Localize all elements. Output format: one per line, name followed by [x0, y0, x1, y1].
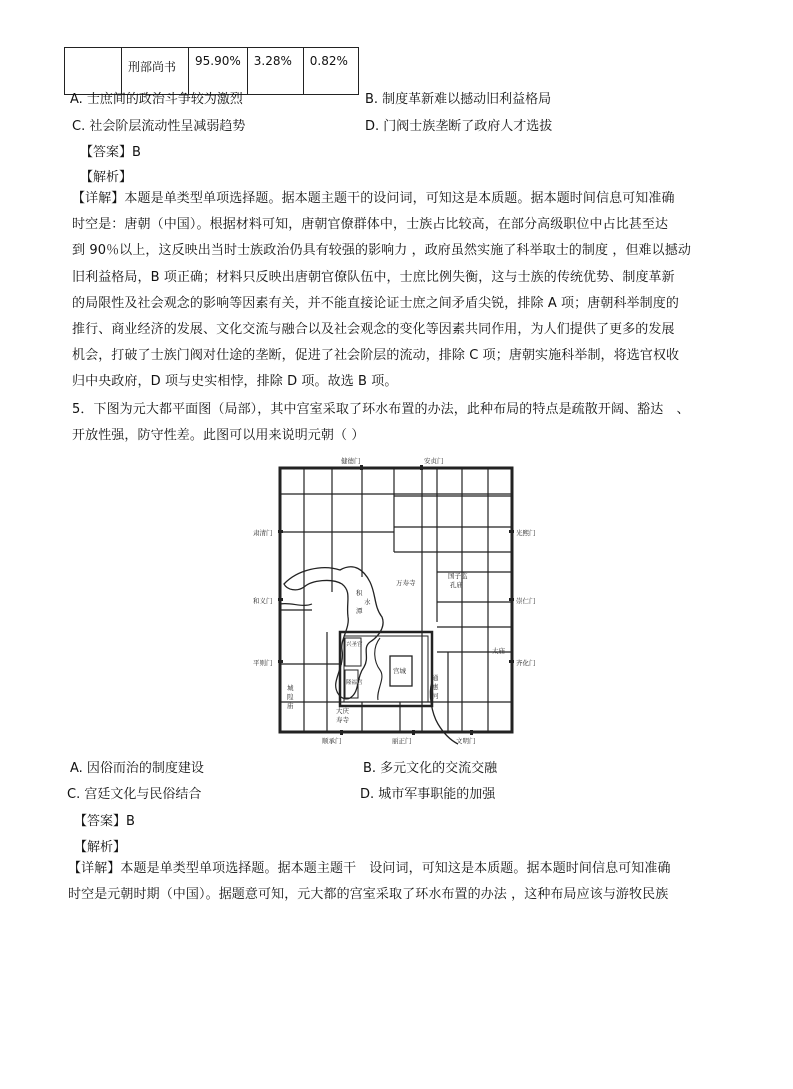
q5-stem-line: 5．下图为元大都平面图（局部），其中宫室采取了环水布置的办法，此种布局的特点是疏散开阔、豁达 、	[72, 402, 690, 417]
q5-detail-line: 【详解】本题是单类型单项选择题。据本题主题干 设问词，可知这是本质题。据本题时间信息可知准确	[68, 861, 671, 876]
place-label: 国子监	[448, 572, 468, 580]
q5-stem-line: 开放性强，防守性差。此图可以用来说明元朝（ ）	[72, 428, 365, 444]
q4-detail	[72, 186, 732, 396]
place-label: 太庙	[492, 647, 505, 655]
q4-option-a: A. 士庶间的政治斗争较为激烈	[70, 92, 243, 107]
place-label: 庙	[287, 702, 294, 710]
place-label: 惠	[432, 683, 439, 691]
place-labels	[287, 571, 506, 724]
place-label: 兴圣宫	[346, 642, 363, 648]
place-label: 寿寺	[336, 716, 349, 724]
q4-analysis-label: 【解析】	[80, 170, 133, 185]
q5-option-c: C. 宫廷文化与民俗结合	[67, 787, 202, 802]
place-label: 万寿寺	[396, 579, 416, 587]
place-label: 通	[432, 674, 439, 682]
dadu-city-map	[252, 452, 536, 747]
place-label: 大庆	[336, 707, 349, 715]
gate-label: 齐化门	[516, 659, 536, 667]
q4-option-d: D. 门阀士族垄断了政府人才选拔	[365, 119, 553, 134]
city-wall	[280, 468, 512, 732]
gate-label: 丽正门	[392, 737, 412, 745]
q5-option-b: B. 多元文化的交流交融	[363, 761, 498, 776]
q5-option-a: A. 因俗而治的制度建设	[70, 761, 204, 776]
gate-label: 文明门	[456, 737, 476, 745]
q5-detail	[68, 856, 728, 908]
table-cell-value: 95.90%	[189, 48, 248, 95]
gate-label: 安贞门	[424, 457, 444, 465]
q4-detail-line: 归中央政府，D 项与史实相悖，排除 D 项。故选 B 项。	[72, 374, 398, 390]
gate-label: 顺承门	[322, 737, 342, 745]
table-cell-value: 3.28%	[247, 48, 303, 95]
q4-detail-line: 机会，打破了士族门阀对仕途的垄断，促进了社会阶层的流动，排除 C 项；唐朝实施科举制，将选官权收	[72, 348, 680, 364]
q5-answer: 【答案】B	[74, 814, 135, 829]
gate-markers	[278, 465, 514, 735]
q5-analysis-label: 【解析】	[74, 840, 127, 855]
place-label: 宫城	[393, 667, 406, 675]
q4-detail-line: 【详解】本题是单类型单项选择题。据本题主题干的设问词，可知这是本质题。据本题时间信息可知准确	[72, 191, 675, 206]
place-label: 城	[287, 684, 294, 692]
street-grid	[280, 468, 512, 732]
q5-stem	[72, 397, 732, 449]
q4-detail-line: 到 90％以上，这反映出当时士族政治仍具有较强的影响力 ，政府虽然实施了科举取士的制度 ，但难以撼动	[72, 243, 691, 259]
gate-label: 肃清门	[253, 529, 273, 537]
place-label: 潭	[356, 607, 363, 615]
place-label: 隆福宫	[346, 680, 363, 686]
gate-label: 崇仁门	[516, 597, 536, 605]
q4-option-c: C. 社会阶层流动性呈减弱趋势	[72, 119, 246, 134]
table-cell-value: 0.82%	[303, 48, 358, 95]
place-label: 水	[364, 598, 371, 606]
q4-detail-line: 的局限性及社会观念的影响等因素有关，并不能直接论证士庶之间矛盾尖锐，排除 A 项；唐朝科举制度的	[72, 295, 679, 311]
q4-detail-line: 时空是：唐朝（中国）。根据材料可知，唐朝官僚群体中，士族占比较高，在部分高级职位中占比甚至达	[72, 217, 669, 233]
gate-label: 光熙门	[516, 529, 536, 537]
q4-answer: 【答案】B	[80, 145, 141, 160]
place-label: 河	[432, 692, 439, 700]
place-label: 孔庙	[450, 581, 463, 589]
gate-label: 健德门	[341, 457, 361, 465]
q4-option-b: B. 制度革新难以撼动旧利益格局	[365, 92, 552, 107]
q5-detail-line: 时空是元朝时期（中国）。据题意可知，元大都的宫室采取了环水布置的办法 ，这种布局应该与游牧民族	[68, 887, 669, 903]
q5-option-d: D. 城市军事职能的加强	[360, 787, 496, 802]
table-cell-name: 刑部尚书	[122, 48, 189, 95]
q4-detail-line: 推行、商业经济的发展、文化交流与融合以及社会观念的变化等因素共同作用，为人们提供了更多的发展	[72, 322, 675, 338]
gate-label: 和义门	[253, 597, 273, 605]
q4-detail-line: 旧利益格局，B 项正确；材料只反映出唐朝官僚队伍中，士庶比例失衡，这与士族的传统优势、制度革新	[72, 269, 675, 285]
place-label: 积	[356, 589, 363, 597]
gate-label: 平则门	[253, 659, 273, 667]
place-label: 隍	[287, 693, 294, 701]
